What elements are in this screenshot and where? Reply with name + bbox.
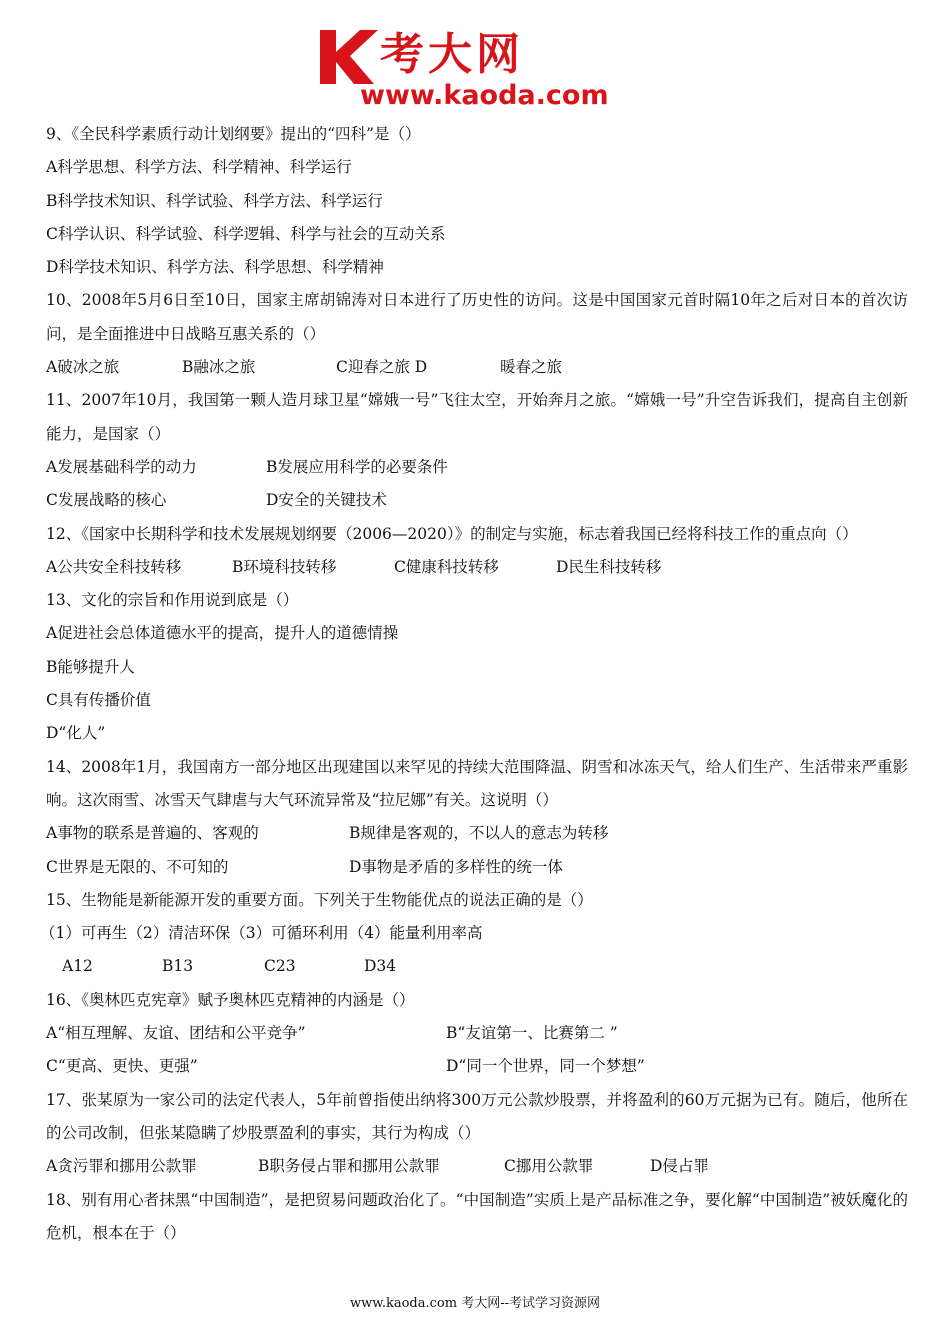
q9-option-b: B科学技术知识、科学试验、科学方法、科学运行 [46, 191, 383, 210]
q14-stem: 14、2008年1月，我国南方一部分地区出现建国以来罕见的持续大范围降温、阴雪和冰冻天气，给人们生产、生活带来严重影响。这次雨雪、冰雪天气肆虐与大气环流异常及“拉尼娜”有关。这说明（） [46, 757, 908, 809]
q16-stem: 16、《奥林匹克宪章》赋予奥林匹克精神的内涵是（） [46, 990, 415, 1009]
q11-stem: 11、2007年10月，我国第一颗人造月球卫星“嫦娥一号”飞往太空，开始奔月之旅。“嫦娥一号”升空告诉我们，提高自主创新能力，是国家（） [46, 391, 908, 443]
q10-option-a: A破冰之旅 [46, 358, 120, 377]
q14-options-ab [46, 817, 908, 850]
q13-option-b: B能够提升人 [46, 657, 135, 676]
q13-option-d: D“化人” [46, 724, 106, 743]
q14-option-b: B规律是客观的，不以人的意志为转移 [349, 824, 609, 843]
q10-option-c: C迎春之旅 D [336, 358, 428, 377]
q9-stem: 9、《全民科学素质行动计划纲要》提出的“四科”是（） [46, 125, 421, 143]
q10-options [46, 351, 908, 384]
q14-option-c: C世界是无限的、不可知的 [46, 857, 229, 876]
q15-option-c: C23 [264, 957, 296, 976]
q18-stem: 18、别有用心者抹黑“中国制造”，是把贸易问题政治化了。“中国制造”实质上是产品标准之争，要化解“中国制造”被妖魔化的危机，根本在于（） [46, 1190, 908, 1242]
q14-option-d: D事物是矛盾的多样性的统一体 [349, 857, 563, 876]
q17-stem: 17、张某原为一家公司的法定代表人，5年前曾指使出纳将300万元公款炒股票，并将盈利的60万元据为已有。随后，他所在的公司改制，但张某隐瞒了炒股票盈利的事实，其行为构成（） [46, 1090, 908, 1142]
q11-options-ab [46, 451, 908, 484]
q13-stem: 13、文化的宗旨和作用说到底是（） [46, 591, 299, 610]
q9-option-c: C科学认识、科学试验、科学逻辑、科学与社会的互动关系 [46, 224, 446, 243]
q16-option-a: A“相互理解、友谊、团结和公平竞争” [46, 1024, 306, 1043]
q10-stem: 10、2008年5月6日至10日，国家主席胡锦涛对日本进行了历史性的访问。这是中国国家元首时隔10年之后对日本的首次访问，是全面推进中日战略互惠关系的（） [46, 291, 908, 343]
question-content [40, 118, 908, 1250]
q15-option-d: D34 [364, 957, 397, 976]
q10-option-d: 暖春之旅 [500, 358, 563, 377]
q14-option-a: A事物的联系是普遍的、客观的 [46, 824, 259, 843]
q15-items: （1）可再生（2）清洁环保（3）可循环利用（4）能量利用率高 [40, 924, 483, 943]
q11-options-cd [46, 484, 908, 517]
q11-option-c: C发展战略的核心 [46, 491, 167, 510]
q17-option-c: C挪用公款罪 [504, 1157, 594, 1176]
logo-brand-text: 考大网 [380, 29, 524, 80]
q12-option-a: A公共安全科技转移 [46, 557, 182, 576]
q17-option-b: B职务侵占罪和挪用公款罪 [258, 1157, 440, 1176]
q10-option-b: B融冰之旅 [182, 358, 256, 377]
q12-option-b: B环境科技转移 [232, 557, 337, 576]
q11-option-b: B发展应用科学的必要条件 [266, 457, 448, 476]
k-logo-icon [316, 26, 382, 88]
q15-option-a: A12 [62, 957, 93, 976]
q12-option-d: D民生科技转移 [556, 557, 662, 576]
q15-stem: 15、生物能是新能源开发的重要方面。下列关于生物能优点的说法正确的是（） [46, 890, 593, 909]
q9-option-a: A科学思想、科学方法、科学精神、科学运行 [46, 158, 352, 177]
q9-option-d: D科学技术知识、科学方法、科学思想、科学精神 [46, 258, 384, 277]
q11-option-a: A发展基础科学的动力 [46, 457, 197, 476]
q16-option-d: D“同一个世界，同一个梦想” [446, 1057, 645, 1076]
logo-url-text: www.kaoda.com [360, 80, 609, 111]
q12-option-c: C健康科技转移 [394, 557, 499, 576]
kaoda-logo [316, 22, 646, 118]
q15-option-b: B13 [162, 957, 194, 976]
q14-options-cd [46, 851, 908, 884]
q16-options-ab [46, 1017, 908, 1050]
q16-option-c: C“更高、更快、更强” [46, 1057, 198, 1076]
q16-options-cd [46, 1050, 908, 1083]
q12-options [46, 551, 908, 584]
q15-options [46, 950, 908, 983]
q17-options [46, 1150, 908, 1183]
q11-option-d: D安全的关键技术 [266, 491, 387, 510]
page-footer: www.kaoda.com 考大网--考试学习资源网 [350, 1296, 600, 1311]
q13-option-c: C具有传播价值 [46, 691, 151, 710]
q16-option-b: B“友谊第一、比赛第二 ” [446, 1024, 618, 1043]
q13-option-a: A促进社会总体道德水平的提高，提升人的道德情操 [46, 624, 399, 643]
q17-option-d: D侵占罪 [650, 1157, 709, 1176]
q17-option-a: A贪污罪和挪用公款罪 [46, 1157, 197, 1176]
q12-stem: 12、《国家中长期科学和技术发展规划纲要（2006—2020）》的制定与实施，标志着我国已经将科技工作的重点向（） [46, 524, 858, 543]
